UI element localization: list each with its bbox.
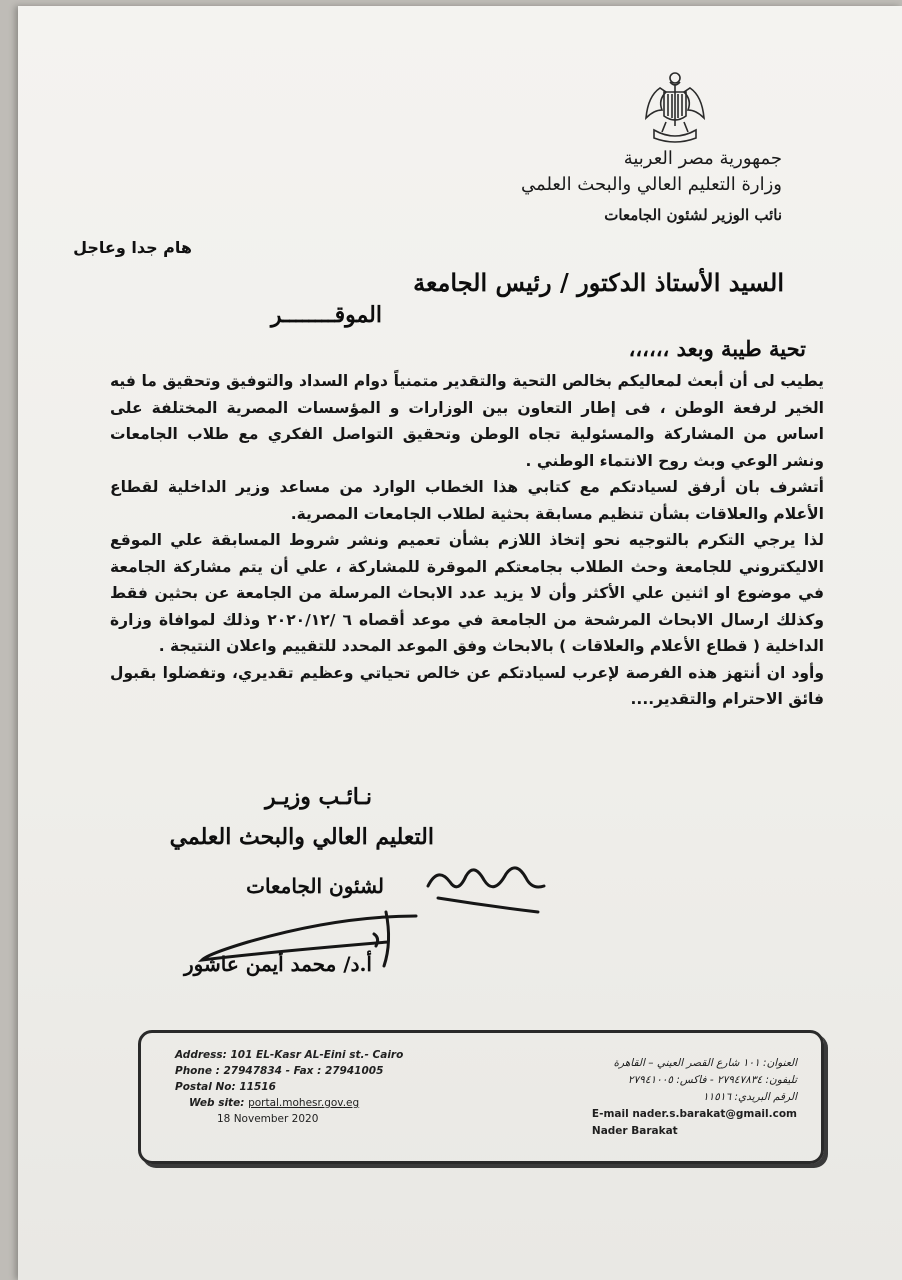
footer-postal-en: Postal No: 11516 [175, 1081, 276, 1093]
paragraph-1: يطيب لى أن أبعث لمعاليكم بخالص التحية والتقدير متمنياً دوام السداد والتوفيق وتحقيق ما فيه الخير لرفعة الوطن ، فى إطار التعاون بين الوزارات و المؤسسات المصرية المختلفة على اساس من المشاركة والمسئولية تجاه الوطن وتحقيق التواصل الفكري مع طلاب الجامعات ونشر الوعي وبث روح الانتماء الوطني . [110, 372, 824, 470]
paragraph-2: أتشرف بان أرفق لسيادتكم مع كتابي هذا الخطاب الوارد من مساعد وزير الداخلية لقطاع الأعلام والعلاقات بشأن تنظيم مسابقة بحثية لطلاب الجامعات المصرية. [110, 478, 824, 523]
footer-email[interactable]: E-mail nader.s.barakat@gmail.com [591, 1108, 797, 1120]
addressee-honorific: الموقــــــــر [270, 302, 382, 328]
letter-body [110, 368, 824, 713]
header-office: نائب الوزير لشئون الجامعات [604, 206, 782, 224]
greeting: تحية طيبة وبعد ،،،،،، [628, 336, 806, 361]
handwritten-signature-icon [188, 846, 558, 986]
signatory-name: أ.د/ محمد أيمن عاشور [184, 952, 372, 976]
footer-name-en: Nader Barakat [591, 1125, 678, 1137]
paragraph-4: وأود ان أنتهز هذه الفرصة لإعرب لسيادتكم عن خالص تحياتي وعظيم تقديري، وتفضلوا بقبول فائق الاحترام والتقدير.... [110, 663, 824, 708]
footer-phone-ar: تليفون: ٢٧٩٤٧٨٣٤ - فاكس: ٢٧٩٤١٠٠٥ [627, 1074, 797, 1086]
header-country: جمهورية مصر العربية [623, 148, 782, 169]
footer-date: 18 November 2020 [217, 1113, 319, 1125]
footer-postal-ar: الرقم البريدي: ١١٥١٦ [702, 1091, 797, 1103]
footer-website-link[interactable]: portal.mohesr.gov.eg [248, 1097, 360, 1109]
signature-title-2: التعليم العالي والبحث العلمي [169, 824, 434, 850]
priority-label: هام جدا وعاجل [73, 238, 192, 257]
footer-contact-box [138, 1030, 824, 1164]
footer-english [175, 1047, 403, 1127]
footer-website-label: Web site: [189, 1097, 245, 1109]
footer-address-en: Address: 101 EL-Kasr AL-Eini st.- Cairo [175, 1049, 404, 1061]
addressee-title: السيد الأستاذ الدكتور / رئيس الجامعة [413, 268, 784, 297]
footer-address-ar: العنوان: ١٠١ شارع القصر العيني – القاهرة [613, 1057, 797, 1069]
header-ministry: وزارة التعليم العالي والبحث العلمي [521, 174, 782, 195]
footer-arabic [592, 1055, 797, 1140]
signature-title-1: نـائـب وزيـر [264, 784, 372, 810]
footer-phone-en: Phone : 27947834 - Fax : 27941005 [175, 1065, 384, 1077]
eagle-emblem-icon [640, 66, 710, 146]
signature-title-3: لشئون الجامعات [246, 874, 384, 898]
letter-page [18, 6, 902, 1280]
footer-website-row [175, 1095, 403, 1111]
paragraph-3: لذا يرجي التكرم بالتوجيه نحو إتخاذ اللازم بشأن تعميم ونشر شروط المسابقة علي الموقع الاليكتروني للجامعة وحث الطلاب بجامعتكم الموقرة للمشاركة ، علي أن يتم مشاركة الجامعة في موضوع او اثنين علي الأكثر وأن لا يزيد عدد الابحاث المرسلة من الجامعة عن بحثين فقط وكذلك ارسال الابحاث المرشحة من الجامعة في موعد أقصاه ٦ /٢٠٢٠/١٢ وذلك لموافاة وزارة الداخلية ( قطاع الأعلام والعلاقات ) بالابحاث وفق الموعد المحدد للتقييم واعلان النتيجة . [110, 531, 824, 655]
